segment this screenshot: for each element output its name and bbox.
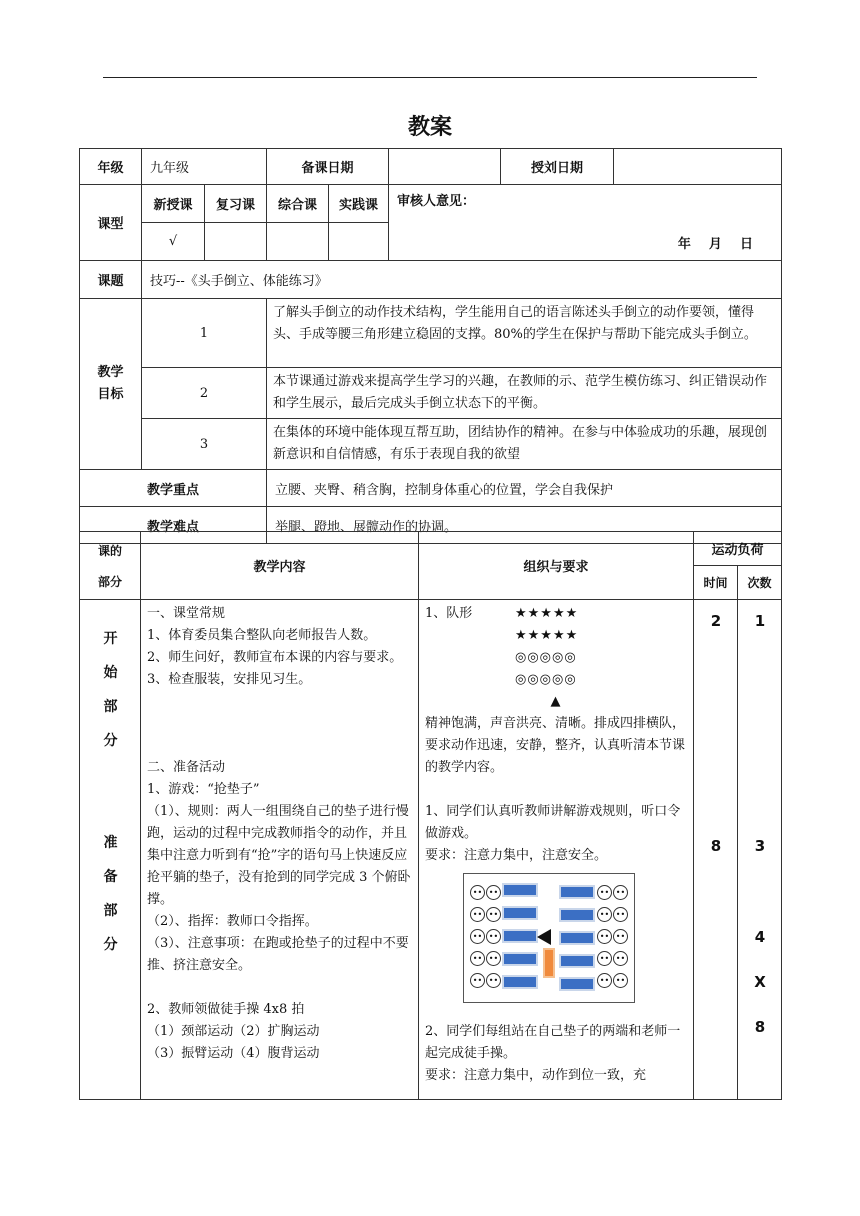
mat-icon — [502, 883, 538, 897]
part-column — [80, 600, 141, 1100]
student-face-icon: •• — [486, 929, 501, 944]
teach-date-value[interactable] — [614, 149, 782, 185]
part-header — [80, 532, 141, 600]
type-new-mark[interactable]: √ — [142, 223, 205, 261]
formation-row-3: ◎◎◎◎◎ — [515, 650, 577, 665]
time-column — [694, 600, 738, 1100]
student-face-icon: •• — [597, 929, 612, 944]
key-point-value: 立腰、夹臀、稍含胸，控制身体重心的位置，学会自我保护 — [267, 470, 782, 507]
content-line: 一、课堂常规 — [147, 606, 226, 621]
org-header: 组织与要求 — [419, 532, 694, 600]
mat-icon — [559, 977, 595, 991]
student-face-icon: •• — [486, 907, 501, 922]
grade-label: 年级 — [80, 149, 142, 185]
lesson-info-table — [79, 148, 782, 544]
difficulty-label: 教学难点 — [80, 507, 267, 544]
topic-value: 技巧--《头手倒立、体能练习》 — [142, 261, 782, 299]
content-line: 2、师生问好，教师宣布本课的内容与要求。 — [147, 650, 403, 665]
goal-1-num: 1 — [142, 299, 267, 368]
start-count: 1 — [754, 612, 766, 630]
mat-game-diagram — [463, 873, 635, 1003]
goal-3-text: 在集体的环境中能体现互帮互助，团结协作的精神。在参与中体验成功的乐趣，展现创新意识和自信情感，有乐于表现自我的欲望 — [267, 419, 782, 470]
type-comprehensive-mark[interactable] — [267, 223, 329, 261]
goal-3-num: 3 — [142, 419, 267, 470]
count-column — [738, 600, 782, 1100]
content-line: 2、教师领做徒手操 4x8 拍 — [147, 1002, 305, 1017]
lesson-type-label: 课型 — [80, 185, 142, 261]
part-prep-text: 准备部分 — [103, 835, 118, 953]
start-time: 2 — [710, 612, 722, 630]
part-header-b: 部分 — [97, 574, 122, 589]
load-header: 运动负荷 — [694, 532, 782, 566]
grade-value: 九年级 — [142, 149, 267, 185]
student-face-icon: •• — [470, 951, 485, 966]
part-prep — [80, 826, 141, 962]
mat-icon — [559, 885, 595, 899]
mat-icon — [502, 906, 538, 920]
mat-icon — [502, 952, 538, 966]
part-start — [80, 622, 141, 758]
difficulty-value: 举腿、蹬地、展髋动作的协调。 — [267, 507, 782, 544]
goal-2-text: 本节课通过游戏来提高学生学习的兴趣，在教师的示、范学生模仿练习、纠正错误动作和学生展示，最后完成头手倒立状态下的平衡。 — [267, 368, 782, 419]
prep-date-label: 备课日期 — [267, 149, 389, 185]
header-rule — [103, 77, 757, 78]
teacher-mat-icon — [543, 948, 555, 978]
content-line: （3）振臂运动（4）腹背运动 — [147, 1046, 320, 1061]
content-line: （3）、注意事项：在跑或抢垫子的过程中不要推、挤注意安全。 — [147, 936, 409, 973]
formation-row-2: ★★★★★ — [515, 628, 579, 643]
teacher-marker: ▲ — [550, 694, 562, 709]
prep-date-value[interactable] — [389, 149, 501, 185]
type-review: 复习课 — [205, 185, 267, 223]
time-header: 时间 — [694, 566, 738, 600]
type-practice-mark[interactable] — [329, 223, 389, 261]
formation-row-1: ★★★★★ — [515, 606, 579, 621]
key-point-label: 教学重点 — [80, 470, 267, 507]
student-face-icon: •• — [597, 951, 612, 966]
student-face-icon: •• — [613, 907, 628, 922]
student-face-icon: •• — [597, 973, 612, 988]
type-review-mark[interactable] — [205, 223, 267, 261]
count-header: 次数 — [738, 566, 782, 600]
goal-1-text: 了解头手倒立的动作技术结构，学生能用自己的语言陈述头手倒立的动作要领，懂得头、手成等腰三角形建立稳固的支撑。80%的学生在保护与帮助下能完成头手倒立。 — [267, 299, 782, 368]
page-title: 教案 — [407, 115, 452, 140]
mat-icon — [559, 908, 595, 922]
content-column — [141, 600, 419, 1100]
reviewer-opinion — [389, 185, 782, 261]
content-line: （1）、规则：两人一组围绕自己的垫子进行慢跑，运动的过程中完成教师指令的动作，并且集中注意力听到有“抢”字的语句马上快速反应抢平躺的垫子，没有抢到的同学完成 3 个俯卧撑。 — [147, 804, 411, 907]
content-header: 教学内容 — [141, 532, 419, 600]
goals-label-text: 教学目标 — [97, 365, 124, 402]
mat-icon — [502, 975, 538, 989]
student-face-icon: •• — [597, 907, 612, 922]
formation-label: 1、队形 — [425, 606, 473, 621]
student-face-icon: •• — [613, 973, 628, 988]
student-face-icon: •• — [470, 973, 485, 988]
exercise-instruction: 2、同学们每组站在自己垫子的两端和老师一起完成徒手操。 — [425, 1024, 681, 1061]
exercise-requirement: 要求：注意力集中，动作到位一致，充 — [425, 1068, 647, 1083]
student-face-icon: •• — [613, 951, 628, 966]
teacher-arrow-icon — [537, 929, 551, 945]
review-date: 年 月 日 — [677, 237, 754, 252]
student-face-icon: •• — [613, 885, 628, 900]
prep-count-beats: 8 — [754, 1018, 766, 1036]
content-line: （1）颈部运动（2）扩胸运动 — [147, 1024, 320, 1039]
part-start-text: 开始部分 — [103, 631, 118, 749]
game-requirement: 要求：注意力集中，注意安全。 — [425, 848, 608, 863]
org-column — [419, 600, 694, 1100]
content-line: 1、游戏：“抢垫子” — [147, 782, 260, 797]
goals-label — [80, 299, 142, 470]
goal-2-num: 2 — [142, 368, 267, 419]
content-line: 二、准备活动 — [147, 760, 226, 775]
formation-row-4: ◎◎◎◎◎ — [515, 672, 577, 687]
type-new: 新授课 — [142, 185, 205, 223]
prep-count: 3 — [754, 837, 766, 855]
topic-label: 课题 — [80, 261, 142, 299]
mat-icon — [559, 931, 595, 945]
content-line: 1、体育委员集合整队向老师报告人数。 — [147, 628, 377, 643]
mat-icon — [559, 954, 595, 968]
prep-count-times: X — [754, 973, 766, 991]
student-face-icon: •• — [597, 885, 612, 900]
teach-date-label: 授刘日期 — [501, 149, 614, 185]
type-practice: 实践课 — [329, 185, 389, 223]
formation — [425, 603, 687, 691]
prep-count-sets: 4 — [754, 928, 766, 946]
student-face-icon: •• — [486, 885, 501, 900]
student-face-icon: •• — [470, 885, 485, 900]
student-face-icon: •• — [486, 951, 501, 966]
prep-time: 8 — [710, 837, 722, 855]
student-face-icon: •• — [470, 907, 485, 922]
student-face-icon: •• — [486, 973, 501, 988]
reviewer-label: 审核人意见： — [397, 194, 476, 209]
game-instruction: 1、同学们认真听教师讲解游戏规则，听口令做游戏。 — [425, 804, 681, 841]
content-line: （2）、指挥：教师口令指挥。 — [147, 914, 318, 929]
student-face-icon: •• — [613, 929, 628, 944]
student-face-icon: •• — [470, 929, 485, 944]
content-line: 3、检查服装，安排见习生。 — [147, 672, 312, 687]
part-header-a: 课的 — [97, 543, 122, 558]
type-comprehensive: 综合课 — [267, 185, 329, 223]
lesson-plan-table — [79, 531, 782, 1100]
mat-icon — [502, 929, 538, 943]
formation-requirement: 精神饱满，声音洪亮、清晰。排成四排横队，要求动作迅速，安静，整齐，认真听清本节课的教学内容。 — [425, 716, 686, 775]
